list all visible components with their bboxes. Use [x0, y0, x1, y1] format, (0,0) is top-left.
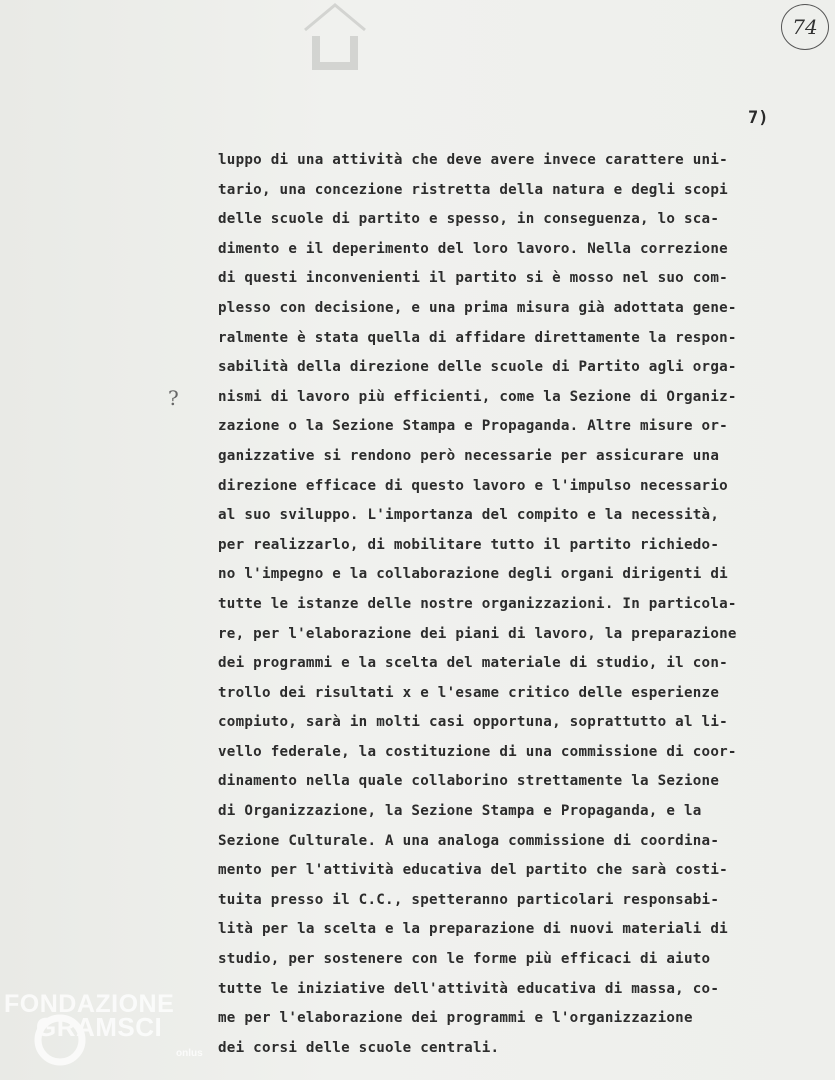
archive-page-number: 74 — [781, 4, 829, 50]
text-line: tutte le istanze delle nostre organizzazioni. In particola- — [218, 595, 737, 612]
text-line: delle scuole di partito e spesso, in conseguenza, lo sca- — [218, 211, 720, 228]
margin-note: ? — [168, 386, 179, 410]
text-line: dinamento nella quale collaborino strettamente la Sezione — [218, 773, 720, 790]
page-number: 7) — [748, 108, 769, 128]
text-line: tuita presso il C.C., spetteranno particolari responsabi- — [218, 891, 720, 908]
text-line: ralmente è stata quella di affidare direttamente la respon- — [218, 329, 737, 346]
text-line: zazione o la Sezione Stampa e Propaganda. Altre misure or- — [218, 418, 728, 435]
text-line: luppo di una attività che deve avere invece carattere uni- — [218, 152, 728, 168]
text-line: Sezione Culturale. A una analoga commissione di coordina- — [218, 832, 720, 849]
text-line: no l'impegno e la collaborazione degli organi dirigenti di — [218, 566, 728, 583]
text-line: sabilità della direzione delle scuole di Partito agli orga- — [218, 359, 737, 376]
text-line: di Organizzazione, la Sezione Stampa e Propaganda, e la — [218, 803, 702, 820]
text-line: me per l'elaborazione dei programmi e l'organizzazione — [218, 1010, 693, 1027]
text-line: vello federale, la costituzione di una commissione di coor- — [218, 743, 737, 760]
text-line: mento per l'attività educativa del partito che sarà costi- — [218, 862, 728, 879]
watermark-suffix: onlus — [176, 1048, 203, 1059]
text-line: dimento e il deperimento del loro lavoro. Nella correzione — [218, 240, 728, 257]
text-line: studio, per sostenere con le forme più efficaci di aiuto — [218, 951, 711, 968]
text-line: re, per l'elaborazione dei piani di lavoro, la preparazione — [218, 625, 737, 642]
typewritten-text — [218, 146, 818, 1063]
watermark-line1: FONDAZIONE — [4, 990, 175, 1018]
text-line: direzione efficace di questo lavoro e l'impulso necessario — [218, 477, 728, 494]
text-line: dei programmi e la scelta del materiale di studio, il con- — [218, 655, 728, 672]
text-line: plesso con decisione, e una prima misura già adottata gene- — [218, 299, 737, 316]
text-line: di questi inconvenienti il partito si è mosso nel suo com- — [218, 270, 728, 287]
text-line: tutte le iniziative dell'attività educativa di massa, co- — [218, 980, 720, 997]
watermark-logo — [4, 990, 209, 1070]
text-line: al suo sviluppo. L'importanza del compito e la necessità, — [218, 507, 720, 524]
watermark-line2: GRAMSCI — [36, 1012, 163, 1042]
text-line: lità per la scelta e la preparazione di nuovi materiali di — [218, 921, 728, 938]
text-line: dei corsi delle scuole centrali. — [218, 1039, 500, 1056]
text-line: compiuto, sarà in molti casi opportuna, soprattutto al li- — [218, 714, 728, 731]
text-line: trollo dei risultati x e l'esame critico delle esperienze — [218, 684, 720, 701]
text-line: nismi di lavoro più efficienti, come la Sezione di Organiz- — [218, 388, 737, 405]
text-line: per realizzarlo, di mobilitare tutto il partito richiedo- — [218, 536, 720, 553]
faint-emblem-icon — [300, 0, 370, 80]
text-line: ganizzative si rendono però necessarie per assicurare una — [218, 447, 720, 464]
text-line: tario, una concezione ristretta della natura e degli scopi — [218, 181, 728, 198]
